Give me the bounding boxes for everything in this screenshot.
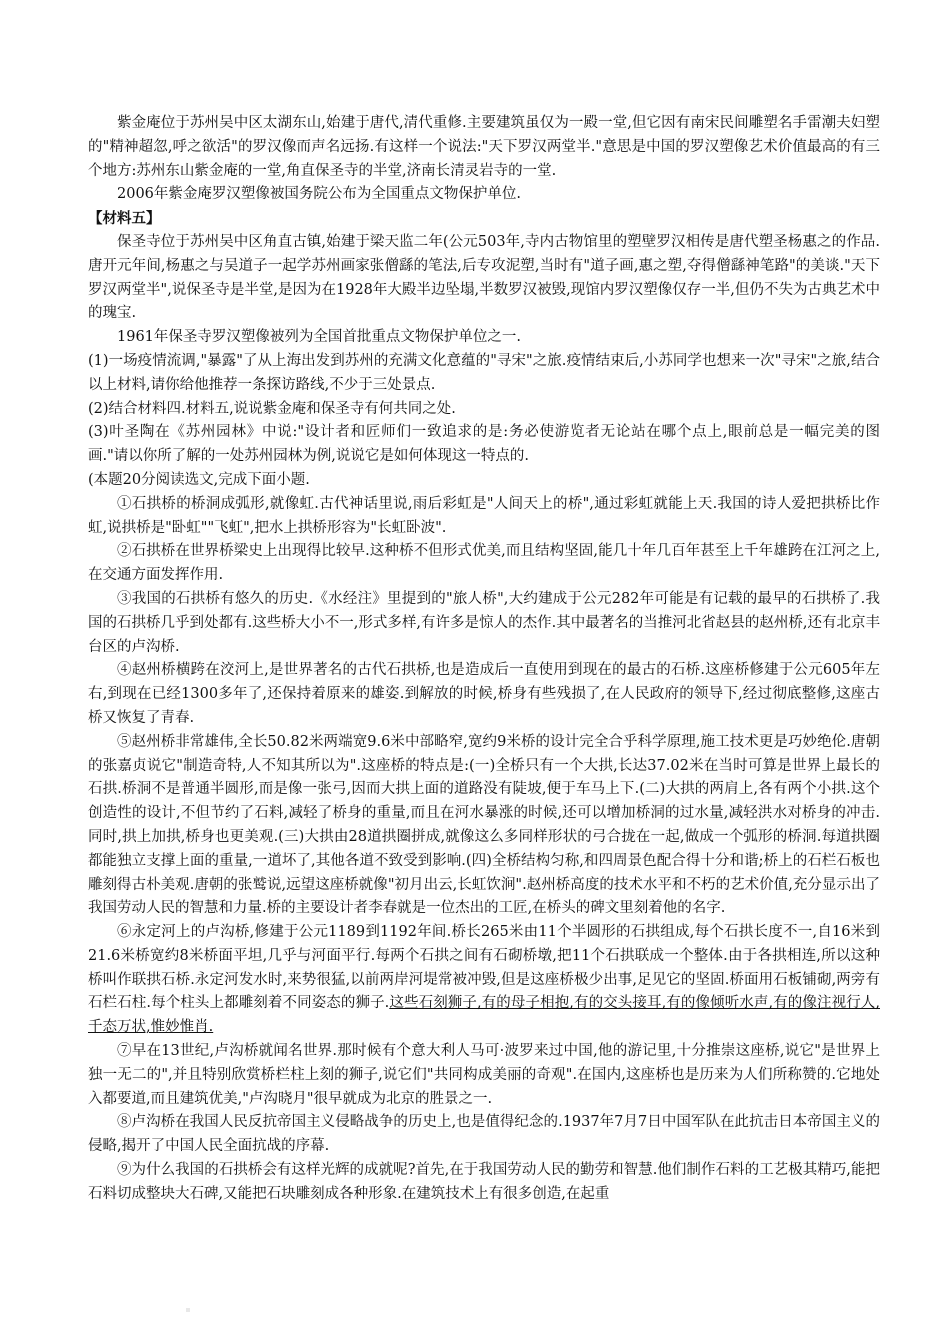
question-3: (3)叶圣陶在《苏州园林》中说:"设计者和匠师们一致追求的是:务必使游览者无论站在哪个点上,眼前总是一幅完美的图画."请以你所了解的一处苏州园林为例,说说它是如何体现这一特点的. [88, 424, 880, 465]
passage-paragraph-1: ①石拱桥的桥洞成弧形,就像虹.古代神话里说,雨后彩虹是"人间天上的桥",通过彩虹就能上天.我国的诗人爱把拱桥比作虹,说拱桥是"卧虹""飞虹",把水上拱桥形容为"长虹卧波". [88, 495, 880, 536]
passage-paragraph-6-text: ⑥永定河上的卢沟桥,修建于公元1189到1192年间.桥长265米由11个半圆形的石拱组成,每个石拱长度不一,自16米到21.6米桥宽约8米桥面平坦,几乎与河面平行.每两个石拱之间有石砌桥墩,把11个石拱联成一个整体.由于各拱相连,所以这种桥叫作联拱石桥.永定河发水时,来势很猛,以前两岸河堤常被冲毁,但是这座桥极少出事,足见它的坚固.桥面用石板铺砌,两旁有石栏石柱.每个柱头上都雕刻着不同姿态的狮子. [88, 924, 880, 1012]
passage-paragraph-9: ⑨为什么我国的石拱桥会有这样光辉的成就呢?首先,在于我国劳动人民的勤劳和智慧.他们制作石料的工艺极其精巧,能把石料切成整块大石碑,又能把石块雕刻成各种形象.在建筑技术上有很多创造,在起重 [88, 1162, 880, 1202]
material5-paragraph-2: 1961年保圣寺罗汉塑像被列为全国首批重点文物保护单位之一. [117, 329, 522, 346]
question-2: (2)结合材料四.材料五,说说紫金庵和保圣寺有何共同之处. [88, 400, 456, 417]
footer-dot [186, 1308, 190, 1312]
material4-paragraph-1: 紫金庵位于苏州吴中区太湖东山,始建于唐代,清代重修.主要建筑虽仅为一殿一堂,但它因有南宋民间雕塑名手雷潮夫妇塑的"精神超忽,呼之欲活"的罗汉像而声名远扬.有这样一个说法:"天下罗汉两堂半."意思是中国的罗汉塑像艺术价值最高的有三个地方:苏州东山紫金庵的一堂,角直保圣寺的半堂,济南长清灵岩寺的一堂. [88, 115, 880, 179]
underlined-sentence: 这些石刻狮子,有的母子相抱,有的交头接耳,有的像倾听水声,有的像注视行人,千态万状,惟妙惟肖. [88, 995, 880, 1036]
passage-paragraph-4: ④赵州桥横跨在洨河上,是世界著名的古代石拱桥,也是造成后一直使用到现在的最古的石桥.这座桥修建于公元605年左右,到现在已经1300多年了,还保持着原来的雄姿.到解放的时候,桥身有些残损了,在人民政府的领导下,经过彻底整修,这座古桥又恢复了青春. [88, 662, 880, 726]
passage-paragraph-8: ⑧卢沟桥在我国人民反抗帝国主义侵略战争的历史上,也是值得纪念的.1937年7月7日中国军队在此抗击日本帝国主义的侵略,揭开了中国人民全面抗战的序幕. [88, 1114, 880, 1155]
material4-paragraph-2: 2006年紫金庵罗汉塑像被国务院公布为全国重点文物保护单位. [117, 186, 522, 203]
reading-intro: (本题20分阅读选文,完成下面小题. [88, 471, 310, 488]
passage-paragraph-7: ⑦早在13世纪,卢沟桥就闻名世界.那时候有个意大利人马可·波罗来过中国,他的游记里,十分推崇这座桥,说它"是世界上独一无二的",并且特别欣赏桥栏柱上刻的狮子,说它们"共同构成美丽的奇观".在国内,这座桥也是历来为人们所称赞的.它地处入都要道,而且建筑优美,"卢沟晓月"很早就成为北京的胜景之一. [88, 1043, 880, 1107]
document-page [88, 112, 880, 1207]
passage-paragraph-5: ⑤赵州桥非常雄伟,全长50.82米两端宽9.6米中部略窄,宽约9米桥的设计完全合乎科学原理,施工技术更是巧妙绝伦.唐朝的张嘉贞说它"制造奇特,人不知其所以为".这座桥的特点是:(一)全桥只有一个大拱,长达37.02米在当时可算是世界上最长的石拱.桥洞不是普通半圆形,而是像一张弓,因而大拱上面的道路没有陡坡,便于车马上下.(二)大拱的两肩上,各有两个小拱.这个创造性的设计,不但节约了石料,减轻了桥身的重量,而且在河水暴涨的时候,还可以增加桥洞的过水量,减轻洪水对桥身的冲击.同时,拱上加拱,桥身也更美观.(三)大拱由28道拱圈拼成,就像这么多同样形状的弓合拢在一起,做成一个弧形的桥洞.每道拱圈都能独立支撑上面的重量,一道坏了,其他各道不致受到影响.(四)全桥结构匀称,和四周景色配合得十分和谐;桥上的石栏石板也雕刻得古朴美观.唐朝的张鹫说,远望这座桥就像"初月出云,长虹饮涧".赵州桥高度的技术水平和不朽的艺术价值,充分显示出了我国劳动人民的智慧和力量.桥的主要设计者李春就是一位杰出的工匠,在桥头的碑文里刻着他的名字. [88, 733, 880, 917]
material5-paragraph-1: 保圣寺位于苏州吴中区角直古镇,始建于梁天监二年(公元503年,寺内古物馆里的塑壁罗汉相传是唐代塑圣杨惠之的作品.唐开元年间,杨惠之与吴道子一起学苏州画家张僧繇的笔法,后专攻泥塑,当时有"道子画,惠之塑,夺得僧繇神笔路"的美谈."天下罗汉两堂半",说保圣寺是半堂,是因为在1928年大殿半边坠塌,半数罗汉被毁,现馆内罗汉塑像仅存一半,但仍不失为古典艺术中的瑰宝. [88, 233, 880, 322]
question-1: (1)一场疫情流调,"暴露"了从上海出发到苏州的充满文化意蕴的"寻宋"之旅.疫情结束后,小苏同学也想来一次"寻宋"之旅,结合以上材料,请你给他推荐一条探访路线,不少于三处景点. [88, 352, 880, 393]
passage-paragraph-6 [88, 921, 880, 1040]
passage-paragraph-2: ②石拱桥在世界桥梁史上出现得比较早.这种桥不但形式优美,而且结构坚固,能几十年几百年甚至上千年雄跨在江河之上,在交通方面发挥作用. [88, 543, 880, 584]
material5-heading: 【材料五】 [88, 210, 161, 228]
passage-paragraph-3: ③我国的石拱桥有悠久的历史.《水经注》里提到的"旅人桥",大约建成于公元282年可能是有记载的最早的石拱桥了.我国的石拱桥几乎到处都有.这些桥大小不一,形式多样,有许多是惊人的杰作.其中最著名的当推河北省赵县的赵州桥,还有北京丰台区的卢沟桥. [88, 590, 880, 655]
